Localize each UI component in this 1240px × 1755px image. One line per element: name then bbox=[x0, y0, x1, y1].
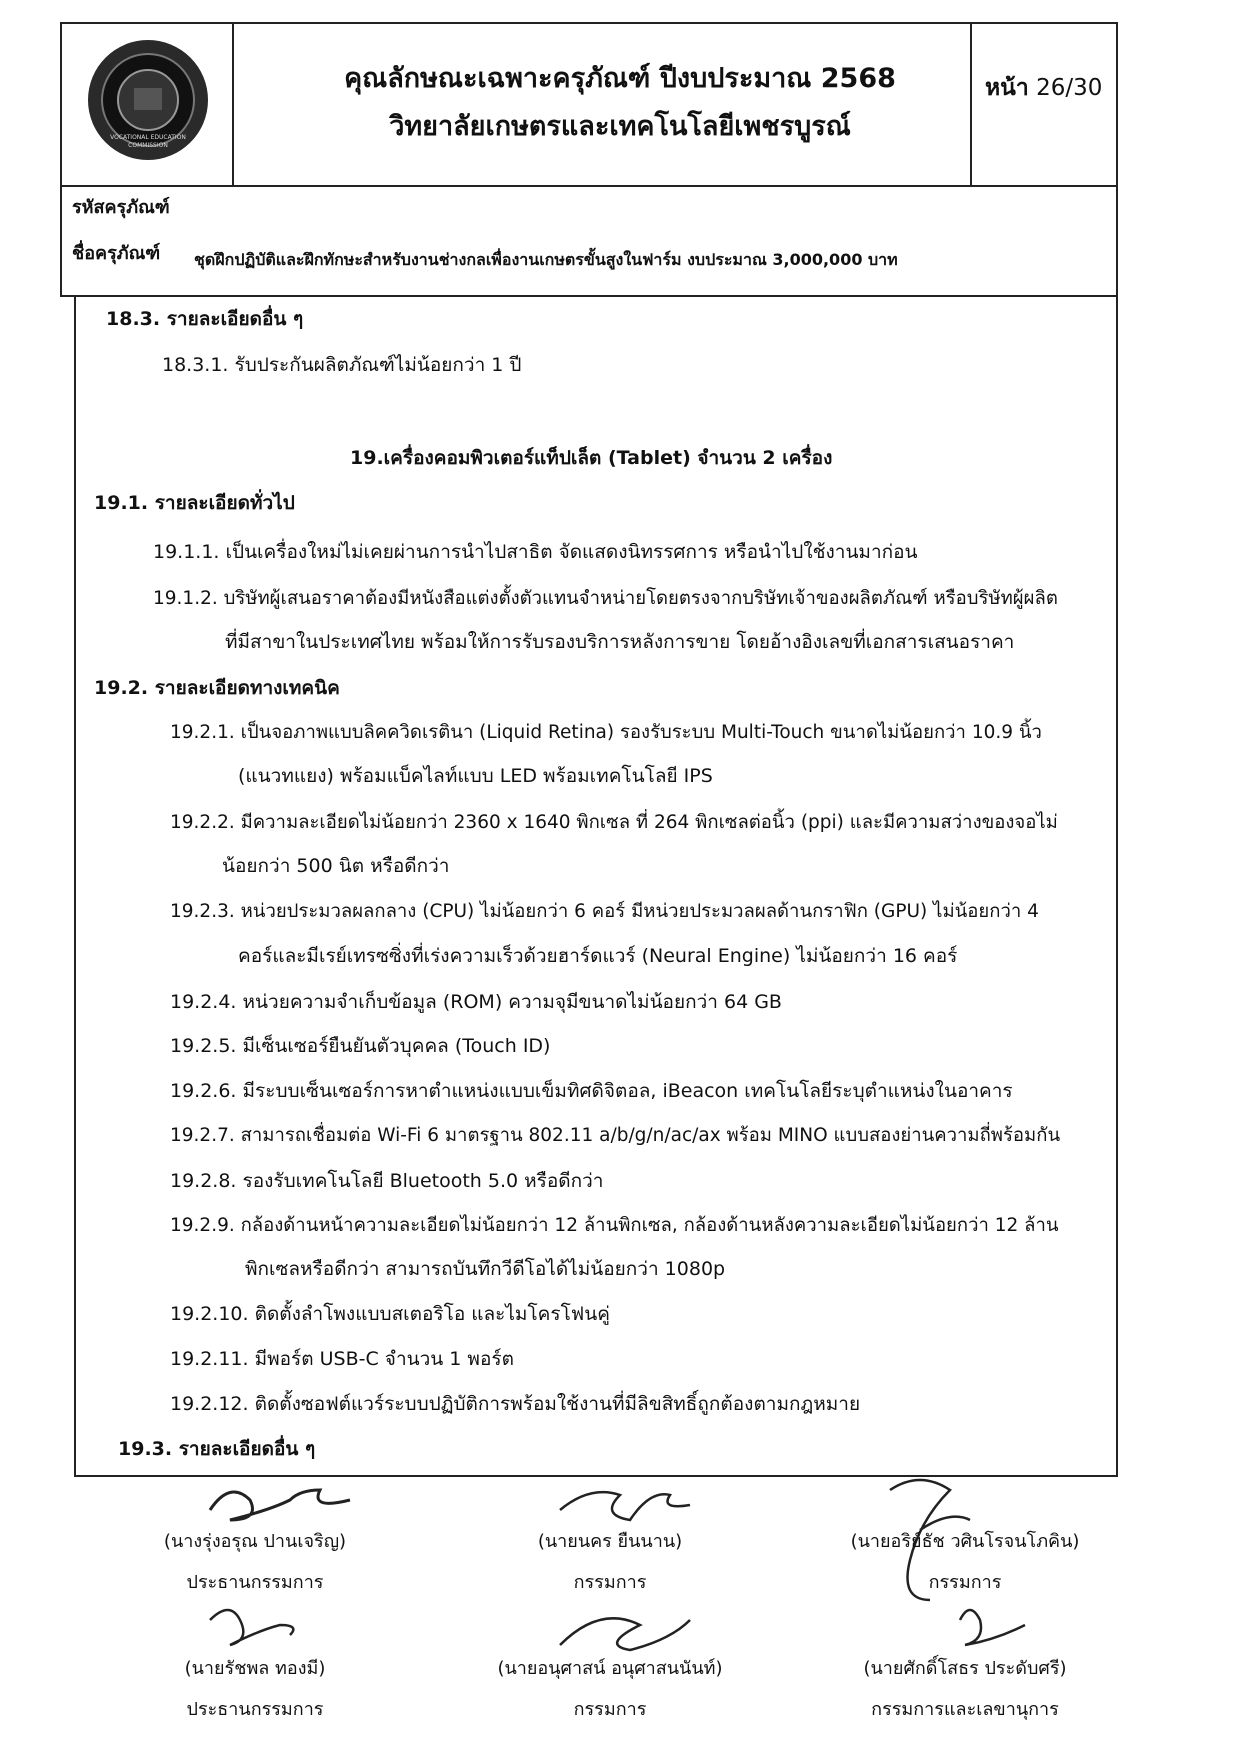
item-19-2-3-line1: 19.2.3. หน่วยประมวลผลกลาง (CPU) ไม่น้อยกว่า 6 คอร์ มีหน่วยประมวลผลด้านกราฟิก (GPU) ไม่น้อยกว่า 4 bbox=[170, 901, 1039, 922]
signatory-role-5: กรรมการ bbox=[573, 1699, 647, 1720]
item-name-label: ชื่อครุภัณฑ์ bbox=[72, 243, 161, 264]
section-19-title: 19.เครื่องคอมพิวเตอร์แท็ปเล็ต (Tablet) จำนวน 2 เครื่อง bbox=[350, 447, 833, 469]
header-separator bbox=[60, 185, 1118, 187]
signature-4-mark bbox=[210, 1610, 293, 1645]
signatory-role-3: กรรมการ bbox=[928, 1572, 1002, 1593]
header-divider-right bbox=[970, 22, 972, 187]
page-number: 26/30 bbox=[1036, 75, 1103, 101]
item-19-2-1-line1: 19.2.1. เป็นจอภาพแบบลิคควิดเรตินา (Liquid Retina) รองรับระบบ Multi-Touch ขนาดไม่น้อยกว่า 10.9 นิ้ว bbox=[170, 722, 1042, 743]
item-19-1-2-line2: ที่มีสาขาในประเทศไทย พร้อมให้การรับรองบริการหลังการขาย โดยอ้างอิงเลขที่เอกสารเสนอราคา bbox=[225, 631, 1015, 653]
item-19-2-11: 19.2.11. มีพอร์ต USB-C จำนวน 1 พอร์ต bbox=[170, 1348, 514, 1370]
page-indicator bbox=[985, 70, 1110, 106]
header-divider-left bbox=[232, 22, 234, 187]
page-label: หน้า bbox=[985, 75, 1029, 101]
item-19-2-5: 19.2.5. มีเซ็นเซอร์ยืนยันตัวบุคคล (Touch ID) bbox=[170, 1035, 551, 1057]
item-name-value: ชุดฝึกปฏิบัติและฝึกทักษะสำหรับงานช่างกลเพื่องานเกษตรขั้นสูงในฟาร์ม งบประมาณ 3,000,000 บาท bbox=[194, 250, 898, 269]
item-19-2-1-line2: (แนวทแยง) พร้อมแบ็คไลท์แบบ LED พร้อมเทคโนโลยี IPS bbox=[238, 765, 713, 787]
signatory-name-1: (นางรุ่งอรุณ ปานเจริญ) bbox=[163, 1531, 347, 1552]
item-19-2-9-line2: พิกเซลหรือดีกว่า สามารถบันทึกวีดีโอได้ไม่น้อยกว่า 1080p bbox=[245, 1258, 726, 1280]
item-code-label: รหัสครุภัณฑ์ bbox=[72, 197, 170, 218]
signature-2-mark bbox=[560, 1492, 690, 1520]
seal-caption: VOCATIONAL EDUCATION COMMISSION bbox=[110, 134, 186, 149]
signature-1-mark bbox=[210, 1490, 350, 1520]
item-19-2-8: 19.2.8. รองรับเทคโนโลยี Bluetooth 5.0 หรือดีกว่า bbox=[170, 1170, 604, 1192]
signatory-role-2: กรรมการ bbox=[573, 1572, 647, 1593]
signature-5-mark bbox=[560, 1618, 690, 1650]
item-19-2-6: 19.2.6. มีระบบเซ็นเซอร์การหาตำแหน่งแบบเข็มทิศดิจิตอล, iBeacon เทคโนโลยีระบุตำแหน่งในอาคาร bbox=[170, 1080, 1013, 1102]
signatory-name-4: (นายรัชพล ทองมี) bbox=[184, 1658, 326, 1679]
body-frame bbox=[74, 297, 1118, 1477]
item-19-2-9-line1: 19.2.9. กล้องด้านหน้าความละเอียดไม่น้อยกว่า 12 ล้านพิกเซล, กล้องด้านหลังความละเอียดไม่น้อยกว่า 12 ล้าน bbox=[170, 1215, 1059, 1236]
item-19-1-1: 19.1.1. เป็นเครื่องใหม่ไม่เคยผ่านการนำไปสาธิต จัดแสดงนิทรรศการ หรือนำไปใช้งานมาก่อน bbox=[153, 541, 918, 563]
section-19-1: 19.1. รายละเอียดทั่วไป bbox=[94, 492, 295, 514]
signatory-name-6: (นายศักดิ์โสธร ประดับศรี) bbox=[863, 1658, 1067, 1679]
signatory-name-3: (นายอริย์ธัช วศินโรจนโภคิน) bbox=[850, 1531, 1080, 1552]
item-19-2-10: 19.2.10. ติดตั้งลำโพงแบบสเตอริโอ และไมโครโฟนคู่ bbox=[170, 1303, 610, 1325]
item-19-2-2-line1: 19.2.2. มีความละเอียดไม่น้อยกว่า 2360 x 1640 พิกเซล ที่ 264 พิกเซลต่อนิ้ว (ppi) และมีความสว่างของจอไม่ bbox=[170, 812, 1058, 833]
signatory-name-5: (นายอนุศาสน์ อนุศาสนนันท์) bbox=[497, 1658, 723, 1679]
section-19-3: 19.3. รายละเอียดอื่น ๆ bbox=[118, 1438, 316, 1460]
document-title: คุณลักษณะเฉพาะครุภัณฑ์ ปีงบประมาณ 2568 bbox=[344, 63, 896, 94]
signatory-role-4: ประธานกรรมการ bbox=[186, 1699, 324, 1720]
section-19-2: 19.2. รายละเอียดทางเทคนิค bbox=[94, 677, 340, 699]
signatory-name-2: (นายนคร ยืนนาน) bbox=[537, 1531, 683, 1552]
item-19-2-3-line2: คอร์และมีเรย์เทรซซิ่งที่เร่งความเร็วด้วยฮาร์ดแวร์ (Neural Engine) ไม่น้อยกว่า 16 คอร์ bbox=[238, 945, 958, 967]
signature-6-mark bbox=[960, 1610, 1025, 1645]
item-19-2-7: 19.2.7. สามารถเชื่อมต่อ Wi-Fi 6 มาตรฐาน 802.11 a/b/g/n/ac/ax พร้อม MINO แบบสองย่านความถี่พร้อมกัน bbox=[170, 1125, 1061, 1146]
institution-seal-icon bbox=[86, 38, 210, 162]
college-name: วิทยาลัยเกษตรและเทคโนโลยีเพชรบูรณ์ bbox=[389, 111, 851, 142]
item-19-2-12: 19.2.12. ติดตั้งซอฟต์แวร์ระบบปฏิบัติการพร้อมใช้งานที่มีลิขสิทธิ์ถูกต้องตามกฎหมาย bbox=[170, 1393, 861, 1415]
item-19-2-4: 19.2.4. หน่วยความจำเก็บข้อมูล (ROM) ความจุมีขนาดไม่น้อยกว่า 64 GB bbox=[170, 991, 782, 1013]
item-19-2-2-line2: น้อยกว่า 500 นิต หรือดีกว่า bbox=[222, 855, 450, 877]
item-19-1-2-line1: 19.1.2. บริษัทผู้เสนอราคาต้องมีหนังสือแต่งตั้งตัวแทนจำหน่ายโดยตรงจากบริษัทเจ้าของผลิตภัณฑ์ หรือบริษัทผู้ผลิต bbox=[153, 588, 1058, 609]
item-18-3-1: 18.3.1. รับประกันผลิตภัณฑ์ไม่น้อยกว่า 1 ปี bbox=[162, 354, 522, 376]
signatory-role-1: ประธานกรรมการ bbox=[186, 1572, 324, 1593]
section-18-3: 18.3. รายละเอียดอื่น ๆ bbox=[106, 308, 304, 330]
signatory-role-6: กรรมการและเลขานุการ bbox=[871, 1699, 1059, 1720]
